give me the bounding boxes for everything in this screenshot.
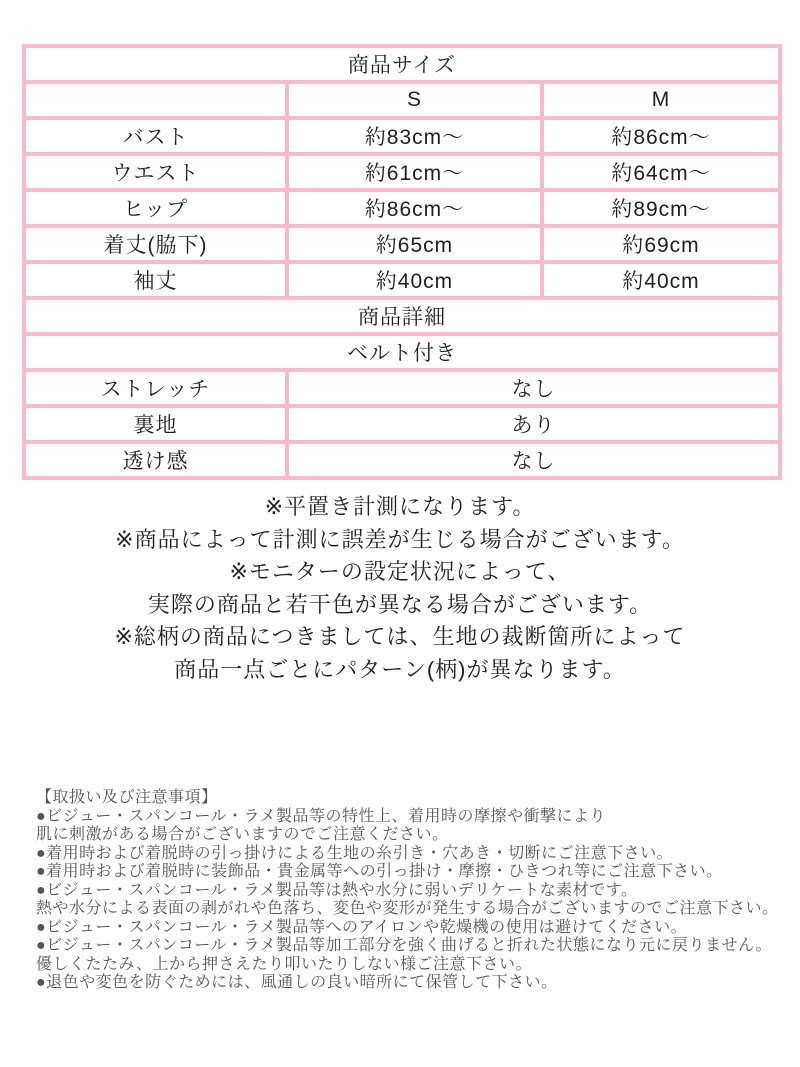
detail-row-stretch: [24, 370, 780, 406]
size-s-value: 約61cm～: [287, 154, 542, 190]
size-m-value: 約69cm: [542, 226, 780, 262]
row-label: バスト: [24, 118, 287, 154]
handling-title: 【取扱い及び注意事項】: [36, 789, 218, 806]
size-s-value: 約83cm～: [287, 118, 542, 154]
note-line: 実際の商品と若干色が異なる場合がございます。: [147, 591, 653, 617]
row-label: 着丈(脇下): [24, 226, 287, 262]
size-s-value: 約40cm: [287, 262, 542, 298]
size-table-title-row: [24, 46, 780, 82]
note-line: ※モニターの設定状況によって、: [229, 559, 571, 584]
size-m-value: 約40cm: [542, 262, 780, 298]
row-label: ウエスト: [24, 154, 287, 190]
handling-line: ●着用時および着脱時の引っ掛けによる生地の糸引き・穴あき・切断にご注意下さい。: [36, 844, 674, 862]
col-header-s: S: [287, 82, 542, 118]
size-m-value: 約89cm～: [542, 190, 780, 226]
detail-row-lining: [24, 406, 780, 442]
note-line: ※商品によって計測に誤差が生じる場合がございます。: [115, 526, 685, 552]
handling-line: 優しくたたみ、上から押さえたり叩いたりしない様ご注意下さい。: [36, 955, 532, 973]
measurement-row-waist: [24, 154, 780, 190]
handling-line: ●ビジュー・スパンコール・ラメ製品等は熱や水分に弱いデリケートな素材です。: [36, 881, 638, 899]
detail-label: 透け感: [24, 442, 287, 478]
detail-label: ストレッチ: [24, 370, 287, 406]
row-label: ヒップ: [24, 190, 287, 226]
measurement-row-bust: [24, 118, 780, 154]
detail-row-sheerness: [24, 442, 780, 478]
col-header-m: M: [542, 82, 780, 118]
note-line: 商品一点ごとにパターン(柄)が異なります。: [174, 656, 626, 682]
details-header-row: [24, 298, 780, 334]
size-table: [22, 44, 782, 480]
size-s-value: 約65cm: [287, 226, 542, 262]
details-feature: ベルト付き: [24, 334, 780, 370]
detail-value: なし: [287, 370, 780, 406]
detail-value: あり: [287, 406, 780, 442]
size-columns-row: [24, 82, 780, 118]
details-header: 商品詳細: [24, 298, 780, 334]
measurement-notes-block: [0, 491, 800, 686]
details-feature-row: [24, 334, 780, 370]
note-line: ※総柄の商品につきましては、生地の裁断箇所によって: [114, 624, 686, 649]
detail-value: なし: [287, 442, 780, 478]
handling-line: ●ビジュー・スパンコール・ラメ製品等加工部分を強く曲げると折れた状態になり元に戻りません。: [36, 937, 773, 954]
measurement-row-length: [24, 226, 780, 262]
measurement-row-hip: [24, 190, 780, 226]
handling-line: 肌に刺激がある場合がございますのでご注意ください。: [36, 826, 449, 843]
handling-instructions-block: [36, 789, 800, 993]
size-m-value: 約86cm～: [542, 118, 780, 154]
detail-label: 裏地: [24, 406, 287, 442]
handling-line: 熱や水分による表面の剥がれや色落ち、変色や変形が発生する場合がございますのでご注意下さい。: [36, 900, 779, 917]
size-s-value: 約86cm～: [287, 190, 542, 226]
size-m-value: 約64cm～: [542, 154, 780, 190]
row-label: 袖丈: [24, 262, 287, 298]
handling-line: ●ビジュー・スパンコール・ラメ製品等の特性上、着用時の摩擦や衝撃により: [36, 807, 607, 825]
handling-line: ●着用時および着脱時に装飾品・貴金属等への引っ掛け・摩擦・ひきつれ等にご注意下さい。: [36, 863, 723, 880]
handling-line: ●ビジュー・スパンコール・ラメ製品等へのアイロンや乾燥機の使用は避けてください。: [36, 918, 688, 936]
size-columns-empty-cell: [24, 82, 287, 118]
handling-line: ●退色や変色を防ぐためには、風通しの良い暗所にて保管して下さい。: [36, 974, 558, 991]
size-table-title: 商品サイズ: [24, 46, 780, 82]
measurement-row-sleeve: [24, 262, 780, 298]
note-line: ※平置き計測になります。: [264, 494, 536, 519]
